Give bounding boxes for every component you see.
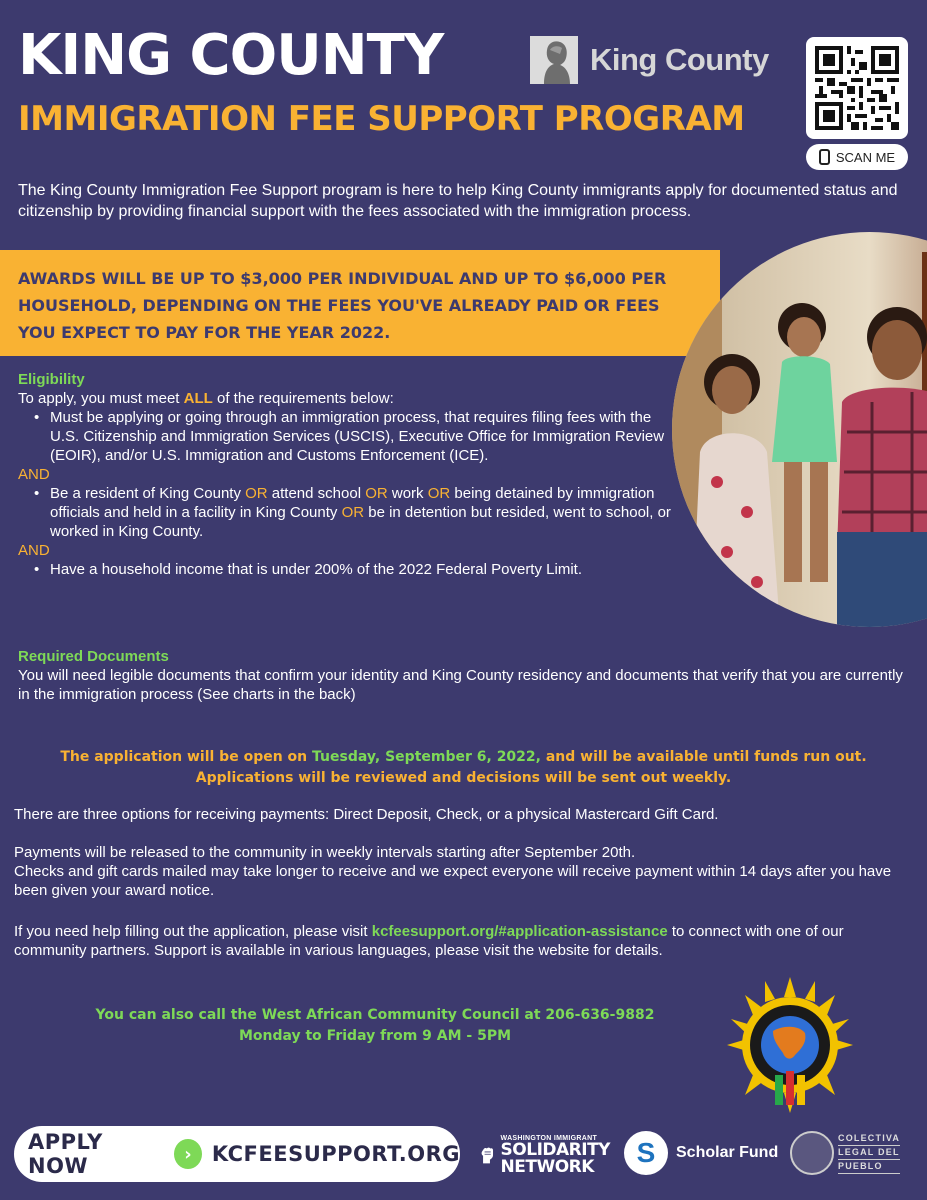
residency-text-a: Be a resident of King County [50,485,246,502]
scan-me-button[interactable] [806,144,908,170]
application-date: Tuesday, September 6, 2022, [312,749,541,765]
wisn-solidarity: SOLIDARITY [500,1139,610,1160]
apply-now-button[interactable] [14,1126,460,1182]
colectiva-legal-del-pueblo-logo [790,1130,910,1176]
eligibility-lead [18,389,678,408]
eligibility-section [18,370,678,579]
colectiva-word-1: COLECTIVA [838,1132,900,1146]
page-subtitle: IMMIGRATION FEE SUPPORT PROGRAM [18,99,745,139]
eligibility-list-1 [30,408,678,465]
scholar-fund-name: Scholar Fund [676,1144,779,1161]
awards-text: AWARDS WILL BE UP TO $3,000 PER INDIVIDUAL AND UP TO $6,000 PER HOUSEHOLD, DEPENDING ON THE FEES YOU'VE ALREADY PAID OR FEES YOU EXPECT TO PAY FOR THE YEAR 2022. [18,269,667,342]
residency-text-c: work [387,485,428,502]
eligibility-list-3 [30,560,678,579]
king-county-logo [530,34,775,86]
chevron-right-icon: › [174,1139,202,1169]
call-hours: Monday to Friday from 9 AM - 5PM [238,1028,512,1044]
colectiva-word-2: LEGAL DEL [838,1146,900,1160]
required-documents-text: You will need legible documents that confirm your identity and King County residency and documents that verify that you are currently in the immigration process (See charts in the back) [18,667,903,703]
apply-now-label: APPLY NOW [28,1130,103,1178]
eligibility-lead-text: To apply, you must meet [18,390,184,407]
help-text [14,922,914,960]
and-connector-2: AND [18,542,50,559]
eligibility-lead-text-2: of the requirements below: [212,390,394,407]
application-open-text: The application will be open on [60,749,313,765]
west-african-community-council-logo [725,975,855,1115]
scholar-fund-icon: S [624,1131,668,1175]
residency-text-d: being detained by immigration officials and held in a facility in King County [50,485,655,521]
eligibility-all: ALL [183,390,213,407]
help-text-a: If you need help filling out the application, please visit [14,923,372,940]
eligibility-item-income: • Have a household income that is under 200% of the 2022 Federal Poverty Limit. [30,560,678,579]
qr-code[interactable] [806,37,908,139]
application-open-text-2: and will be available until funds run out. [540,749,867,765]
payment-release-text: Payments will be released to the community in weekly intervals starting after September 20th. [14,844,636,861]
scan-me-label: SCAN ME [835,149,896,165]
required-documents-heading: Required Documents [18,648,169,665]
wisn-network: NETWORK [500,1156,594,1177]
or-connector: OR [365,485,388,502]
wisn-top: WASHINGTON IMMIGRANT [500,1134,598,1142]
wisn-text [501,1135,610,1176]
qr-code-icon [815,46,899,130]
mlk-portrait-icon [530,36,578,84]
application-open-line [0,747,927,768]
colectiva-word-3: PUEBLO [838,1160,900,1174]
help-text-b: to connect with one of our community partners. Support is available in various languages, please visit the website for details. [14,923,844,959]
king-county-logo-text: King County [590,42,769,77]
residency-text-e: be in detention but resided, went to school, or worked in King County. [50,504,671,540]
colectiva-seal-icon [790,1131,834,1175]
call-info [0,1005,750,1047]
application-dates [0,747,927,789]
colectiva-text [838,1132,900,1174]
eligibility-item-residency [30,484,678,541]
scholar-fund-logo [624,1130,778,1176]
and-connector-1: AND [18,466,50,483]
eligibility-heading: Eligibility [18,371,85,388]
washington-immigrant-solidarity-network-logo [480,1130,610,1180]
intro-text: The King County Immigration Fee Support program is here to help King County immigrants apply for documented status and citizenship by providing financial support with the fees associated with the immigration process. [18,182,898,220]
residency-text-b: attend school [267,485,366,502]
call-line: You can also call the West African Community Council at 206-636-9882 [95,1007,655,1023]
eligibility-item-process: • Must be applying or going through an immigration process, that requires filing fees with the U.S. Citizenship and Immigration Services (USCIS), Executive Office for Immigration Review (EOIR), and/or U.S. Immigration and Customs Enforcement (ICE). [30,408,678,465]
application-review-line: Applications will be reviewed and decisions will be sent out weekly. [195,770,732,786]
phone-icon [819,149,830,165]
payment-options-text: There are three options for receiving payments: Direct Deposit, Check, or a physical Mastercard Gift Card. [14,806,719,823]
or-connector: OR [341,504,365,521]
application-assistance-link[interactable]: kcfeesupport.org/#application-assistance [371,923,668,940]
required-documents-section [18,647,918,704]
raised-fist-icon [480,1133,495,1177]
payment-timing-text: Checks and gift cards mailed may take longer to receive and we expect everyone will receive payment within 14 days after you have been given your award notice. [14,863,892,899]
or-connector: OR [427,485,451,502]
page-title: KING COUNTY [18,23,444,88]
apply-url: KCFEESUPPORT.ORG [211,1142,460,1166]
eligibility-list-2 [30,484,678,541]
or-connector: OR [245,485,268,502]
